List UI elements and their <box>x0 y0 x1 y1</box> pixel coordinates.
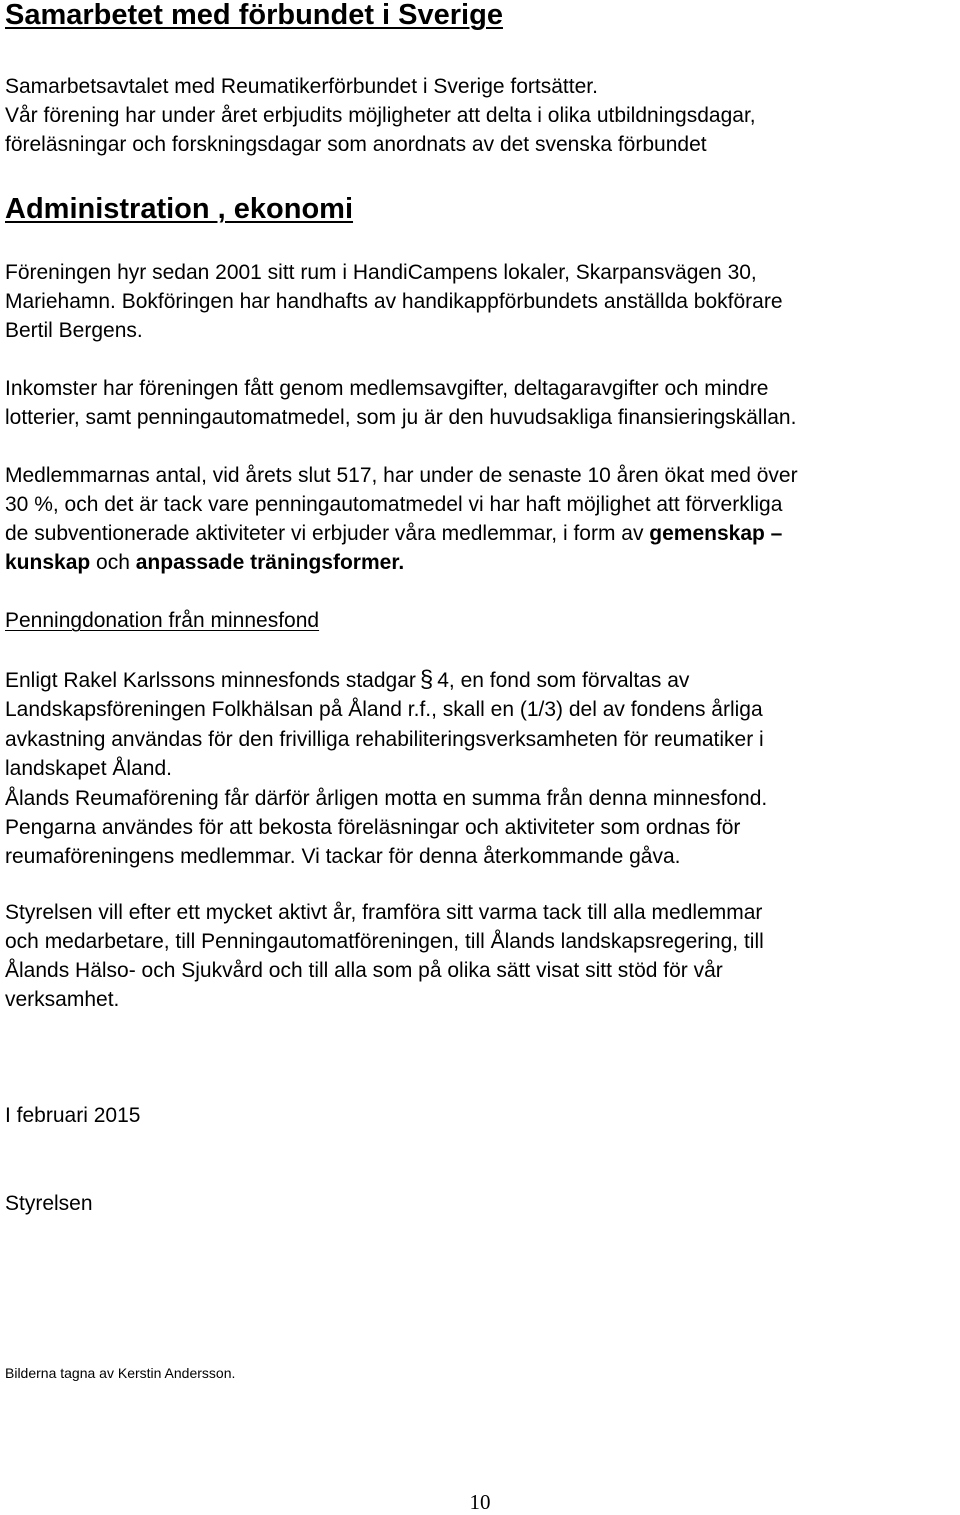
members-line-4 <box>5 548 955 577</box>
donation-line-5: Ålands Reumaförening får därför årligen motta en summa från denna minnesfond. <box>5 786 768 810</box>
admin-line-1: Föreningen hyr sedan 2001 sitt rum i HandiCampens lokaler, Skarpansvägen 30, <box>5 261 757 284</box>
donation-line-3: avkastning användas för den frivilliga rehabiliteringsverksamheten för reumatiker i <box>5 727 764 751</box>
page-number: 10 <box>469 1490 491 1514</box>
donation-line-4: landskapet Åland. <box>5 757 172 781</box>
section-sign: § <box>419 666 434 693</box>
members-line-4-text: och <box>90 551 136 574</box>
heading-samarbetet: Samarbetet med förbundet i Sverige <box>5 0 503 31</box>
income-paragraph <box>5 374 955 432</box>
donation-line-1-part1: Enligt Rakel Karlssons minnesfonds stadgar <box>5 669 416 692</box>
admin-line-2: Mariehamn. Bokföringen har handhafts av handikappförbundets anställda bokförare <box>5 290 783 313</box>
signature: Styrelsen <box>5 1192 93 1215</box>
heading-administration: Administration , ekonomi <box>5 193 354 225</box>
members-line-1: Medlemmarnas antal, vid årets slut 517, har under de senaste 10 åren ökat med över <box>5 464 798 487</box>
donation-line-2: Landskapsföreningen Folkhälsan på Åland r.f., skall en (1/3) del av fondens årliga <box>5 698 763 722</box>
members-paragraph <box>5 461 955 577</box>
heading-penningdonation <box>5 606 955 635</box>
income-line-2: lotterier, samt penningautomatmedel, som ju är den huvudsakliga finansieringskällan. <box>5 406 797 429</box>
members-bold-kunskap: kunskap <box>5 551 91 574</box>
thanks-line-4: verksamhet. <box>5 988 120 1011</box>
intro-paragraph <box>5 72 955 159</box>
intro-line-3: föreläsningar och forskningsdagar som anordnats av det svenska förbundet <box>5 133 707 156</box>
donation-line-6: Pengarna användes för att bekosta föreläsningar och aktiviteter som ordnas för <box>5 816 741 840</box>
thanks-line-1: Styrelsen vill efter ett mycket aktivt år, framföra sitt varma tack till alla medlemmar <box>5 901 763 924</box>
intro-line-2: Vår förening har under året erbjudits möjligheter att delta i olika utbildningsdagar, <box>5 104 756 127</box>
members-line-2: 30 %, och det är tack vare penningautomatmedel vi har haft möjlighet att förverkliga <box>5 493 783 516</box>
members-bold-traningsformer: anpassade träningsformer. <box>135 551 405 574</box>
donation-line-1-part2: 4, en fond som förvaltas av <box>437 669 690 692</box>
photo-credit: Bilderna tagna av Kerstin Andersson. <box>5 1365 236 1381</box>
members-line-3 <box>5 519 955 548</box>
thanks-line-3: Ålands Hälso- och Sjukvård och till alla som på olika sätt visat sitt stöd för vår <box>5 959 723 982</box>
thanks-paragraph <box>5 898 955 1014</box>
income-line-1: Inkomster har föreningen fått genom medlemsavgifter, deltagaravgifter och mindre <box>5 377 769 400</box>
admin-paragraph <box>5 258 955 345</box>
members-line-3-text: de subventionerade aktiviteter vi erbjuder våra medlemmar, i form av <box>5 522 650 545</box>
intro-line-1: Samarbetsavtalet med Reumatikerförbundet i Sverige fortsätter. <box>5 75 598 98</box>
donation-paragraph <box>5 665 955 872</box>
date-line: I februari 2015 <box>5 1104 141 1127</box>
admin-line-3: Bertil Bergens. <box>5 319 143 342</box>
donation-line-1 <box>5 665 955 695</box>
members-bold-gemenskap: gemenskap – <box>649 522 783 545</box>
thanks-line-2: och medarbetare, till Penningautomatföreningen, till Ålands landskapsregering, till <box>5 930 764 953</box>
heading-penningdonation-text: Penningdonation från minnesfond <box>5 609 320 632</box>
donation-line-7: reumaföreningens medlemmar. Vi tackar för denna återkommande gåva. <box>5 845 681 869</box>
